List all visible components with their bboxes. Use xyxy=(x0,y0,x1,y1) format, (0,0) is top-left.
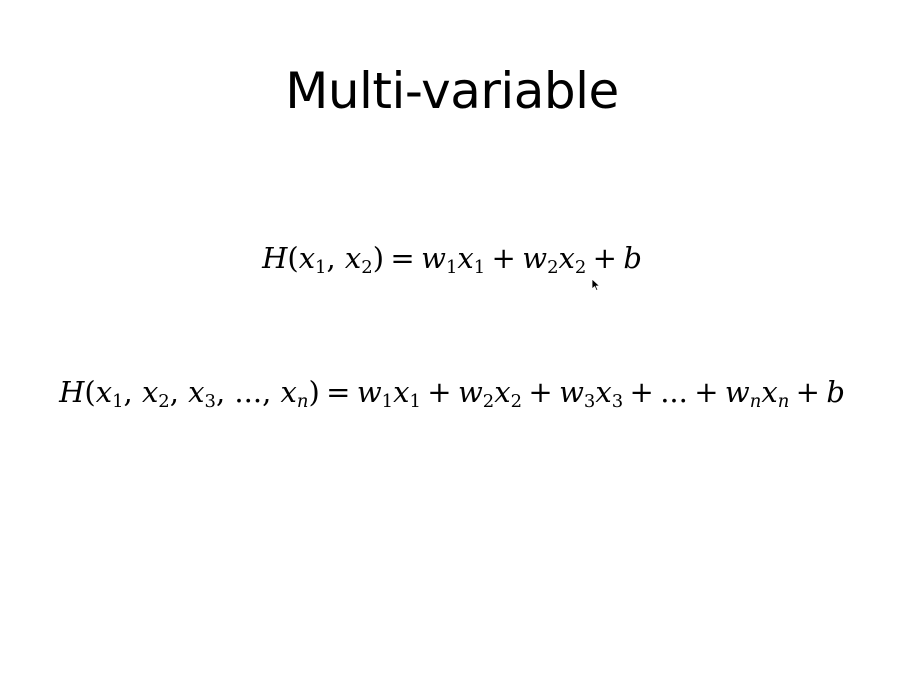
comma: , xyxy=(215,375,235,409)
weight-var: w xyxy=(522,241,548,275)
arg-var: x xyxy=(344,241,362,275)
plus-sign: + xyxy=(491,241,516,275)
input-sub: 2 xyxy=(574,257,587,279)
equation-two-variables xyxy=(0,241,904,279)
input-sub: 2 xyxy=(510,391,523,413)
arg-sub: 3 xyxy=(204,391,216,413)
weight-sub: 3 xyxy=(583,391,596,413)
paren-close: ) xyxy=(308,375,320,409)
arg-var: x xyxy=(188,375,205,409)
plus-sign: + xyxy=(427,375,452,409)
input-var: x xyxy=(494,375,511,409)
weight-var: w xyxy=(457,375,483,409)
comma: , xyxy=(123,375,142,409)
bias-var: b xyxy=(826,375,845,409)
comma: , xyxy=(262,375,281,409)
arg-sub: n xyxy=(296,391,309,413)
weight-sub: n xyxy=(749,391,762,413)
weight-var: w xyxy=(559,375,584,409)
ellipsis: ... xyxy=(234,375,263,409)
equals-sign: = xyxy=(326,375,351,409)
paren-open: ( xyxy=(84,375,96,409)
slide-title: Multi-variable xyxy=(285,62,619,120)
input-var: x xyxy=(595,375,612,409)
paren-close: ) xyxy=(372,241,385,275)
arg-sub: 2 xyxy=(361,257,373,279)
input-sub: n xyxy=(777,391,790,413)
mouse-pointer-icon xyxy=(591,278,601,292)
paren-open: ( xyxy=(287,241,299,275)
function-name: H xyxy=(262,241,288,275)
input-var: x xyxy=(558,241,575,275)
arg-var: x xyxy=(280,375,297,409)
equation-n-variables xyxy=(0,375,904,413)
input-var: x xyxy=(457,241,474,275)
input-sub: 3 xyxy=(611,391,624,413)
plus-sign: + xyxy=(592,241,617,275)
plus-sign: + xyxy=(795,375,820,409)
bias-var: b xyxy=(623,241,642,275)
arg-var: x xyxy=(141,375,159,409)
comma: , xyxy=(169,375,189,409)
input-sub: 1 xyxy=(473,257,486,279)
weight-var: w xyxy=(421,241,446,275)
plus-sign: + xyxy=(694,375,719,409)
weight-var: w xyxy=(724,375,750,409)
arg-var: x xyxy=(95,375,113,409)
ellipsis: ... xyxy=(660,375,688,409)
equals-sign: = xyxy=(390,241,415,275)
plus-sign: + xyxy=(629,375,654,409)
arg-var: x xyxy=(298,241,316,275)
weight-var: w xyxy=(356,375,382,409)
input-var: x xyxy=(761,375,778,409)
arg-sub: 1 xyxy=(315,257,327,279)
weight-sub: 1 xyxy=(381,391,394,413)
comma: , xyxy=(326,241,345,275)
input-var: x xyxy=(393,375,410,409)
function-name: H xyxy=(59,375,85,409)
input-sub: 1 xyxy=(409,391,421,413)
weight-sub: 2 xyxy=(482,391,495,413)
weight-sub: 1 xyxy=(445,257,458,279)
weight-sub: 2 xyxy=(547,257,559,279)
arg-sub: 1 xyxy=(112,391,124,413)
plus-sign: + xyxy=(528,375,553,409)
arg-sub: 2 xyxy=(158,391,170,413)
